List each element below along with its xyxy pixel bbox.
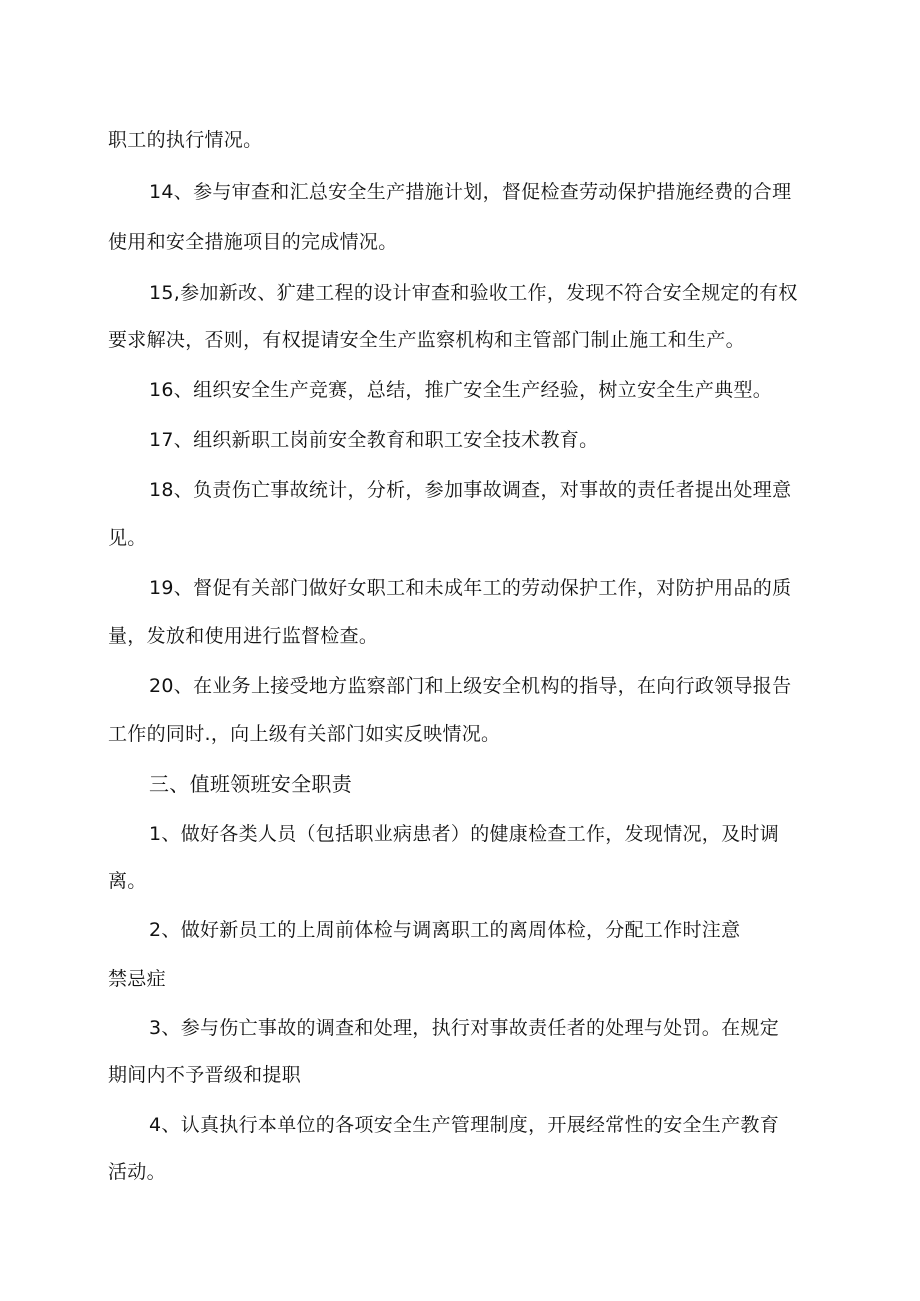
paragraph-line: 3、参与伤亡事故的调查和处理，执行对事故责任者的处理与处罚。在规定 — [149, 1017, 779, 1039]
paragraph-line: 期间内不予晋级和提职 — [108, 1064, 302, 1086]
paragraph-line: 离。 — [108, 870, 147, 892]
paragraph-line: 见。 — [108, 527, 147, 549]
paragraph-line: 使用和安全措施项目的完成情况。 — [108, 231, 398, 253]
paragraph-line: 20、在业务上接受地方监察部门和上级安全机构的指导，在向行政领导报告 — [149, 675, 792, 697]
paragraph-line: 4、认真执行本单位的各项安全生产管理制度，开展经常性的安全生产教育 — [149, 1114, 779, 1136]
paragraph-line: 工作的同时.，向上级有关部门如实反映情况。 — [108, 723, 501, 745]
paragraph-line: 1、做好各类人员（包括职业病患者）的健康检查工作，发现情况，及时调 — [149, 823, 779, 845]
paragraph-line: 14、参与审查和汇总安全生产措施计划，督促检查劳动保护措施经费的合理 — [149, 181, 792, 203]
section-heading: 三、值班领班安全职责 — [149, 772, 352, 796]
paragraph-line: 15,参加新改、犷建工程的设计审查和验收工作，发现不符合安全规定的有权 — [149, 282, 798, 304]
paragraph-line: 量，发放和使用进行监督检查。 — [108, 625, 379, 647]
paragraph-line: 19、督促有关部门做好女职工和未成年工的劳动保护工作，对防护用品的质 — [149, 577, 792, 599]
paragraph-line: 要求解决，否则，有权提请安全生产监察机构和主管部门制止施工和生产。 — [108, 329, 745, 351]
paragraph-line: 18、负责伤亡事故统计，分析，参加事故调查，对事故的责任者提出处理意 — [149, 479, 792, 501]
paragraph-line: 17、组织新职工岗前安全教育和职工安全技术教育。 — [149, 429, 599, 451]
paragraph-line: 活动。 — [108, 1161, 166, 1183]
paragraph-line: 16、组织安全生产竞赛，总结，推广安全生产经验，树立安全生产典型。 — [149, 379, 773, 401]
paragraph-line: 职工的执行情况。 — [108, 129, 263, 151]
paragraph-line: 禁忌症 — [108, 968, 166, 990]
paragraph-line: 2、做好新员工的上周前体检与调离职工的离周体检，分配工作时注意 — [149, 919, 741, 941]
